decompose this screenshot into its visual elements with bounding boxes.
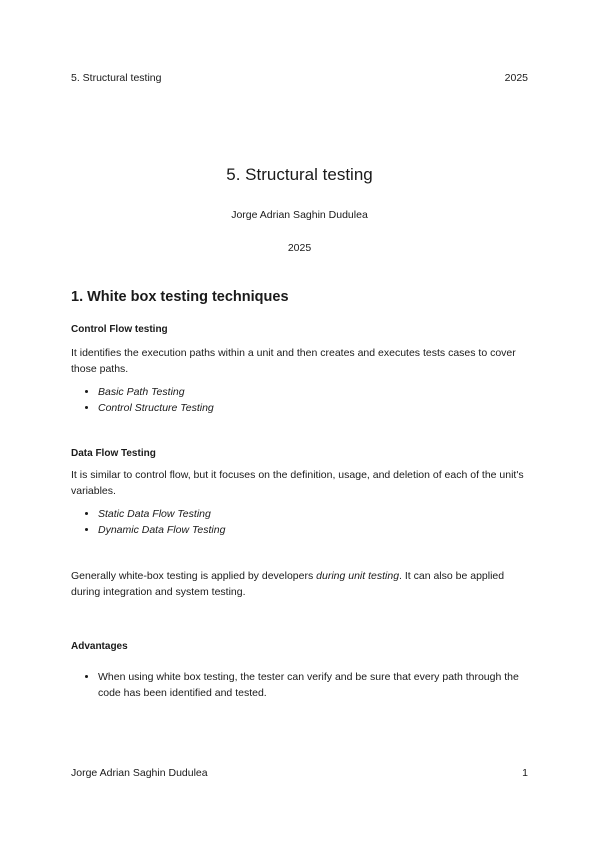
advantages-heading: Advantages	[71, 641, 128, 652]
header-year: 2025	[504, 72, 528, 84]
list-item: • When using white box testing, the tester can verify and be sure that every path through the code has been identified and tested.	[98, 669, 529, 701]
section-heading: 1. White box testing techniques	[71, 289, 289, 305]
document-author: Jorge Adrian Saghin Dudulea	[231, 209, 368, 221]
control-flow-heading: Control Flow testing	[71, 324, 168, 335]
header-title: 5. Structural testing	[71, 72, 162, 84]
data-flow-paragraph: It is similar to control flow, but it focuses on the definition, usage, and deletion of each of the unit's variables.	[71, 469, 524, 497]
page-number: 1	[522, 767, 528, 779]
list-item: • Basic Path Testing	[98, 384, 529, 400]
data-flow-heading: Data Flow Testing	[71, 448, 156, 459]
document-body	[71, 287, 529, 701]
list-item: • Static Data Flow Testing	[98, 506, 529, 522]
advantages-list	[71, 669, 529, 701]
page-header	[71, 72, 528, 84]
general-text-start: Generally white-box testing is applied by developers	[71, 570, 317, 582]
general-text-emphasis: during unit testing	[316, 570, 400, 582]
control-flow-list	[71, 384, 529, 416]
control-flow-paragraph: It identifies the execution paths within a unit and then creates and executes tests cases to cover those paths.	[71, 347, 516, 375]
general-paragraph	[71, 568, 529, 600]
list-item: • Dynamic Data Flow Testing	[98, 522, 529, 538]
data-flow-list	[71, 506, 529, 538]
list-item: • Control Structure Testing	[98, 400, 529, 416]
document-title: 5. Structural testing	[226, 165, 373, 184]
general-text-end: . It can also be applied during integration and system testing.	[71, 570, 505, 598]
document-date: 2025	[287, 242, 312, 254]
page-footer	[71, 767, 528, 779]
footer-author: Jorge Adrian Saghin Dudulea	[71, 767, 208, 779]
title-block	[0, 164, 599, 255]
